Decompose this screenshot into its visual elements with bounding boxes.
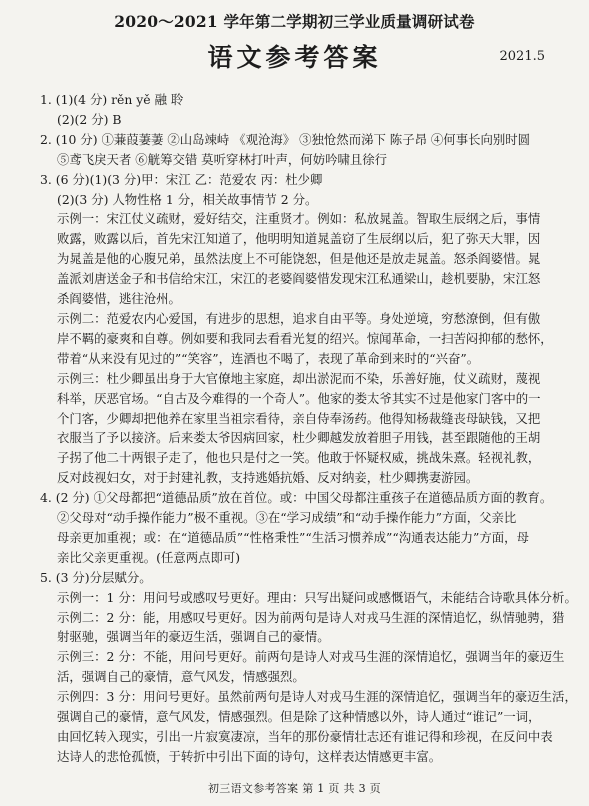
answer-line: 示例四：3 分：用问号更好。虽然前两句是诗人对戎马生涯的深情追忆，强调当年的豪迈生活， xyxy=(57,689,577,705)
answer-line: 衣服当了予以接济。后来娄太爷因病回家，杜少卿越发放着胆子用钱，甚至跟随他的王胡 xyxy=(57,430,541,446)
answer-line: 4. (2 分) ①父母都把“道德品质”放在首位。或：中国父母都注重孩子在道德品质方面的教育。 xyxy=(40,490,553,506)
answer-line: 示例一：1 分：用问号或感叹号更好。理由：只写出疑问或感慨语气，未能结合诗歌具体分析。 xyxy=(57,589,577,605)
answer-line: 示例二：2 分：能，用感叹号更好。因为前两句是诗人对戎马生涯的深情追忆，纵情驰骋，猎 xyxy=(57,609,565,625)
answer-line: 子拐了他二十两银子走了，他也只是付之一笑。他敢于怀疑权威，挑战朱熹。轻视礼教， xyxy=(57,450,541,466)
answer-line: 射驱驰，强调当年的豪迈生活，强调自己的豪情。 xyxy=(57,629,330,645)
answer-line: (2)(2 分) B xyxy=(57,111,122,127)
answer-line: 示例三：杜少卿虽出身于大官僚地主家庭，却出淤泥而不染，乐善好施，仗义疏财，蔑视 xyxy=(57,370,541,386)
answer-line: 活，强调自己的豪情，意气风发，情感强烈。 xyxy=(57,669,305,685)
answer-line: 个门客，少卿却把他养在家里当祖宗看待，亲自侍奉汤药。他得知杨裁缝丧母缺钱，又把 xyxy=(57,410,541,426)
answer-key-title: 语文参考答案 xyxy=(207,43,382,72)
answer-line: 由回忆转入现实，引出一片寂寞凄凉，当年的那份豪情壮志还有谁记得和珍视，在反问中表 xyxy=(57,729,553,744)
answer-line: 达诗人的悲怆孤愤，于转折中引出下面的诗句，这样表达情感更丰富。 xyxy=(57,748,442,764)
exam-title: 2020～2021 学年第二学期初三学业质量调研试卷 xyxy=(114,12,475,31)
answer-line: 盖派刘唐送金子和书信给宋江，宋江的老婆阎婆惜发现宋江私通梁山，趁机要胁，宋江怒 xyxy=(57,271,541,287)
exam-date: 2021.5 xyxy=(499,49,545,64)
answer-line: 反对歧视妇女，对于封建礼教，支持逃婚抗婚、反对纳妾，杜少卿携妻游园。 xyxy=(57,470,479,486)
answer-body xyxy=(30,90,578,767)
answer-line: 岸不羁的豪爽和自尊。例如要和我同去看看光复的绍兴。惊闻革命，一扫苦闷抑郁的愁怀， xyxy=(57,330,553,346)
answer-line: 2. (10 分) ①蒹葭萋萋 ②山岛竦峙 《观沧海》 ③独怆然而涕下 陈子昂 ④何事长向别时圆 xyxy=(40,131,531,147)
answer-line: 3. (6 分)(1)(3 分)甲：宋江 乙：范爱农 丙：杜少卿 xyxy=(40,171,323,187)
page-footer: 初三语文参考答案 第 1 页 共 3 页 xyxy=(208,782,381,795)
answer-line: 亲比父亲更重视。(任意两点即可) xyxy=(57,549,241,565)
answer-line: (2)(3 分) 人物性格 1 分，相关故事情节 2 分。 xyxy=(57,191,318,207)
answer-line: 带着“从来没有见过的”“笑容”，连酒也不喝了，表现了革命到来时的“兴奋”。 xyxy=(57,350,480,366)
answer-line: 科举，厌恶官场。“自古及今难得的一个奇人”。他家的娄太爷其实不过是他家门客中的一 xyxy=(57,390,541,406)
answer-line: 1. (1)(4 分) rěn yě 融 聆 xyxy=(40,92,184,107)
answer-line: 示例三：2 分：不能，用问号更好。前两句是诗人对戎马生涯的深情追忆，强调当年的豪迈生 xyxy=(57,649,565,665)
answer-line: 为晁盖是他的心腹兄弟，虽然法度上不可能饶恕，但是他还是放走晁盖。怒杀阎婆惜。晁 xyxy=(57,251,541,267)
answer-line: ⑤鸢飞戾天者 ⑥觥筹交错 莫听穿林打叶声，何妨吟啸且徐行 xyxy=(57,151,388,167)
answer-line: ②父母对“动手操作能力”极不重视。③在“学习成绩”和“动手操作能力”方面，父亲比 xyxy=(57,510,517,526)
answer-line: 母亲更加重视；或：在“道德品质”“性格秉性”“生活习惯养成”“沟通表达能力”方面，母 xyxy=(57,529,529,545)
answer-line: 示例二：范爱农内心爱国，有进步的思想，追求自由平等。身处逆境，穷愁潦倒，但有傲 xyxy=(57,310,541,326)
answer-line: 败露，败露以后，首先宋江知道了，他明明知道晁盖窃了生辰纲以后，犯了弥天大罪，因 xyxy=(57,231,541,247)
answer-line: 杀阎婆惜，逃往沧州。 xyxy=(57,291,181,307)
answer-line: 示例一：宋江仗义疏财，爱好结交，注重贤才。例如：私放晁盖。智取生辰纲之后，事情 xyxy=(57,211,541,227)
answer-line: 5. (3 分)分层赋分。 xyxy=(40,569,152,585)
answer-line: 强调自己的豪情，意气风发，情感强烈。但是除了这种情感以外，诗人通过“谁记”一词， xyxy=(57,709,541,725)
